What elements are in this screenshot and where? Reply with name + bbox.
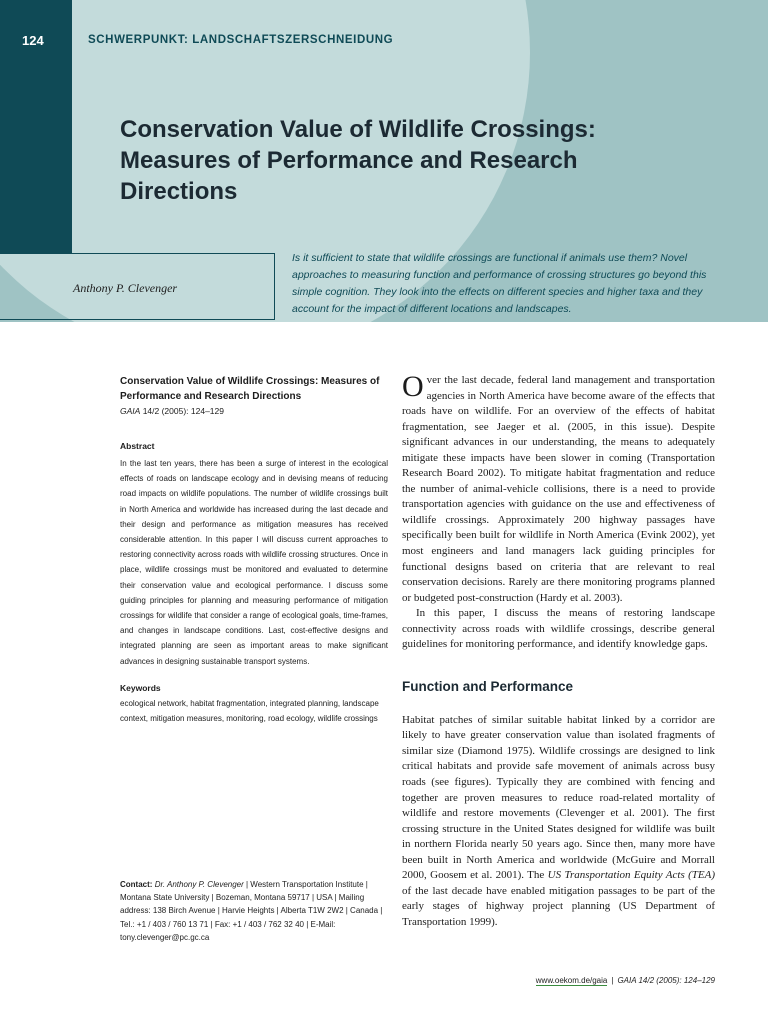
body-paragraph-2: In this paper, I discuss the means of restoring landscape connectivity across roads with wildlife crossings, describe general guidelines for monitoring performance, and identify knowledge gaps. (402, 607, 715, 651)
citation-text: 14/2 (2005): 124–129 (142, 406, 224, 416)
abstract-text: In the last ten years, there has been a surge of interest in the ecological effects of roads on landscape ecology and in devising means of reducing road impacts on wildlife populations. The number of wildlife crossings built in North America and worldwide has increased during the last decade and their design and performance as mitigation measures has received considerable attention. In this paper I will discuss current approaches to restoring connectivity across roads with wildlife crossing structures. Once in place, wildlife crossings must be monitored and evaluated to determine their conservation value and ecological performance. I discuss some guiding principles for planning and measuring performance of mitigation crossings for wildlife that consider a range of ecological goals, time-frames, and changes in landscape conditions. Last, cost-effective designs and integrated planning are seen as important areas to make significant advances in designing sustainable transport systems. (120, 459, 388, 666)
author-name: Anthony P. Clevenger (73, 281, 178, 295)
paragraph-3-text-b: of the last decade have enabled mitigation passages to be part of the early stages of highway project planning (US Department of Transportation 1999). (402, 884, 715, 928)
body-paragraph-3 (402, 713, 715, 931)
abstract-heading: Abstract (120, 441, 155, 451)
paragraph-3-italic: US Transportation Equity Acts (TEA) (547, 869, 715, 882)
footer-url-link[interactable]: www.oekom.de/gaia (535, 976, 608, 985)
keywords-heading: Keywords (120, 682, 161, 693)
reference-citation (120, 406, 388, 416)
footer-separator: | (611, 976, 614, 985)
contact-details: | Western Transportation Institute | Montana State University | Bozeman, Montana 59717 | USA | Mailing address: 138 Birch Avenue | Harvie Heights | Alberta T1W 2W2 | Canada | Tel.: +1 / 403 / 760 13 71 | Fax: +1 / 403 / 762 32 40 | E-Mail: tony.clevenger@pc.gc.ca (120, 880, 383, 942)
lead-paragraph: Is it sufficient to state that wildlife crossings are functional if animals use them? Novel approaches to measuring function and performance of crossing structures go beyond this simple cognition. They look into the effects on different species and higher taxa and they account for the impact of different locations and landscapes. (292, 252, 707, 315)
footer-citation: GAIA 14/2 (2005): 124–129 (617, 976, 715, 985)
page-number-block (0, 0, 72, 253)
section-heading: SCHWERPUNKT: LANDSCHAFTSZERSCHNEIDUNG (88, 34, 394, 46)
journal-name: GAIA (120, 406, 141, 416)
reference-title: Conservation Value of Wildlife Crossings: Measures of Performance and Research Directions (120, 376, 380, 402)
section-heading-function: Function and Performance (402, 678, 574, 694)
contact-label: Contact: (120, 880, 153, 889)
drop-cap: O (402, 370, 424, 403)
page-number: 124 (22, 33, 44, 48)
paragraph-1-text: ver the last decade, federal land management and transportation agencies in North America have become aware of the effects that roads have on wildlife. For an overview of the effects of habitat fragmentation, see Jaeger et al. (2005, in this issue). Despite significant advances in our understanding, the means to adequately mitigate these impacts have been slower in coming (Transportation Research Board 2002). To mitigate habitat fragmentation and reduce the number of animal-vehicle collisions, there is a need to provide transportation agencies with guidance on the use and effectiveness of wildlife crossings. Approximately 200 highway passages have specifically been built for wildlife in North America (Evink 2002), yet most engineers and land managers lack guiding principles for functional designs based on criteria that are relevant to real conservation decisions. Rarely are there monitoring programs planned or budgeted post-construction (Hardy et al. 2003). (402, 374, 715, 604)
sidebar-column (120, 374, 388, 726)
page-footer (536, 976, 715, 985)
contact-name: Dr. Anthony P. Clevenger (154, 880, 244, 889)
body-paragraph-1 (402, 370, 715, 606)
article-title: Conservation Value of Wildlife Crossings: Measures of Performance and Research Directions (120, 116, 596, 205)
body-column (402, 370, 715, 931)
contact-info (120, 878, 388, 944)
paragraph-3-text-a: Habitat patches of similar suitable habitat linked by a corridor are likely to have greater conservation value than isolated fragments of similar size (Diamond 1975). Wildlife crossings are designed to link critical habitats and provide safe movement of animals across busy roads (see figures). Typically they are combined with fencing and together are proven measures to reduce road-related mortality of wildlife and restore movements (Clevenger et al. 2001). The first crossing structure in the United States designed for wildlife was built in northern Florida nearly 50 years ago. Since then, many more have been built in North America and worldwide (McGuire and Morrall 2000, Goosem et al. 2001). The (402, 713, 715, 882)
keywords-text: ecological network, habitat fragmentation, integrated planning, landscape context, mitigation measures, monitoring, road ecology, wildlife crossings (120, 698, 379, 724)
